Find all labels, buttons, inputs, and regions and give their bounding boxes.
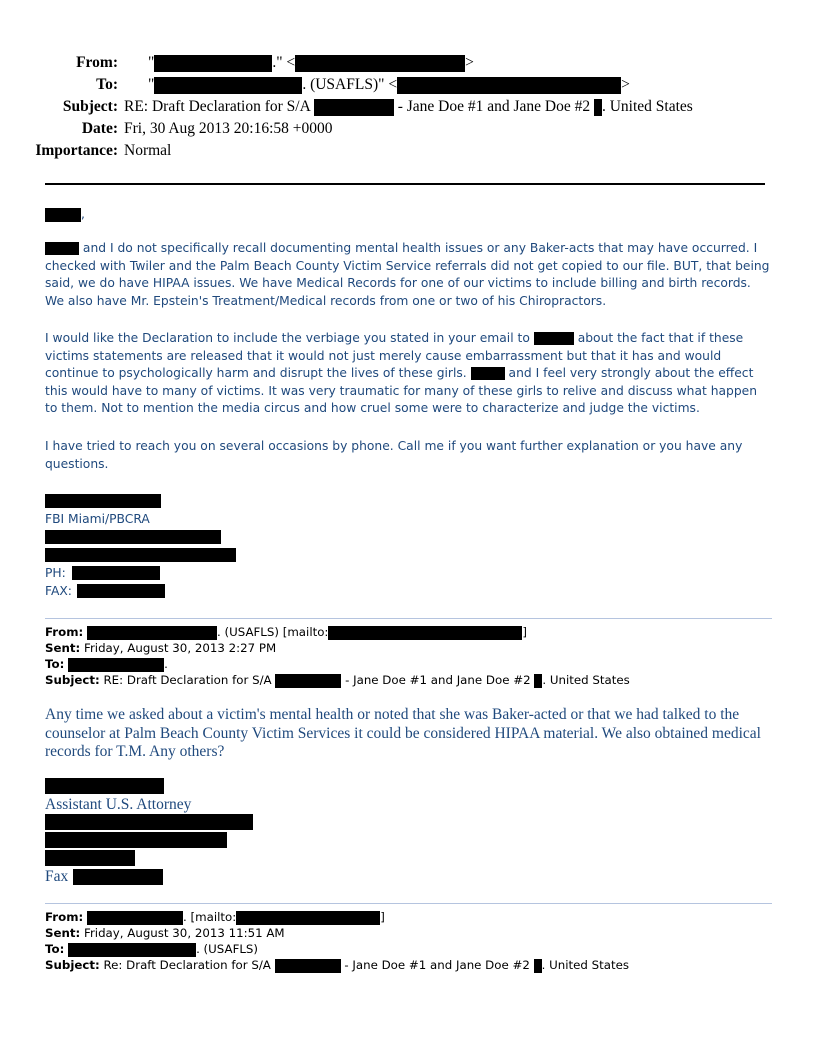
- message-separator: [45, 903, 772, 904]
- p1-text: and I do not specifically recall documenting mental health issues or any Baker-acts that may have occurred. I checked with Twiler and the Palm Beach County Victim Service referrals did not get copied to our file. BUT, that being said, we do have HIPAA issues. We have Medical Records for one of our victims to include billing and birth records. We also have Mr. Epstein's Treatment/Medical records from one or two of his Chiropractors.: [45, 241, 770, 308]
- from-label: From:: [76, 54, 118, 71]
- header-importance-row: [0, 140, 816, 162]
- email2-from-label: From:: [45, 625, 84, 639]
- redaction: [236, 911, 380, 925]
- signature-title: Assistant U.S. Attorney: [45, 796, 192, 813]
- email2-sent-row: [45, 640, 630, 656]
- email2-subject-pre: RE: Draft Declaration for S/A: [103, 673, 272, 687]
- p2a-text: I would like the Declaration to include the verbiage you stated in your email to: [45, 331, 534, 345]
- importance-value: Normal: [124, 142, 172, 159]
- email2-sent-label: Sent:: [45, 641, 81, 655]
- p2c-text: and I feel very strongly about the effect this would have to many of victims. It was very traumatic for many of these girls to relive and discuss what happen to them. Not to mention the media circus and how cruel some were to characterize and judge the victims.: [45, 366, 758, 416]
- email2-subject-label: Subject:: [45, 673, 100, 687]
- email3-subject-end: . United States: [541, 958, 630, 972]
- to-quote: ": [148, 76, 155, 93]
- signature-block: [45, 492, 305, 602]
- email3-from-label: From:: [45, 910, 84, 924]
- header-subject-row: [0, 96, 816, 118]
- date-label: Date:: [81, 120, 118, 137]
- email3-from-row: [45, 909, 629, 925]
- redaction: [45, 832, 227, 848]
- email2-subject-end: . United States: [542, 673, 630, 687]
- email3-from-mid: . [mailto:: [183, 910, 237, 924]
- subject-mid: - Jane Doe #1 and Jane Doe #2: [393, 98, 594, 115]
- email2-from-row: [45, 624, 630, 640]
- subject-pre: RE: Draft Declaration for S/A: [124, 98, 310, 115]
- from-quote: ": [148, 54, 155, 71]
- redaction: [594, 99, 602, 116]
- redaction: [45, 208, 81, 222]
- email2-subject-row: [45, 672, 630, 688]
- redaction: [87, 626, 217, 640]
- from-mid: ." <: [272, 54, 296, 71]
- email2-to-row: [45, 656, 630, 672]
- redaction: [397, 77, 621, 94]
- subject-end: . United States: [601, 98, 693, 115]
- subject-label: Subject:: [62, 98, 118, 115]
- email2-to-end: .: [164, 657, 168, 671]
- redaction: [45, 494, 161, 508]
- email3-to-label: To:: [45, 942, 65, 956]
- header-to-row: [0, 74, 816, 96]
- redaction: [45, 778, 164, 794]
- redaction: [314, 99, 394, 116]
- redaction: [328, 626, 522, 640]
- email3-from-end: ]: [380, 910, 385, 924]
- body-paragraph-3: I have tried to reach you on several occasions by phone. Call me if you want further explanation or you have any questions.: [45, 439, 743, 471]
- redaction: [87, 911, 183, 925]
- redaction: [275, 674, 341, 688]
- email3-subject-pre: Re: Draft Declaration for S/A: [103, 958, 271, 972]
- email3-subject-row: [45, 957, 629, 973]
- body-paragraph-1: [45, 240, 773, 310]
- header-from-row: [0, 52, 816, 74]
- email2-subject-mid: - Jane Doe #1 and Jane Doe #2: [341, 673, 535, 687]
- greeting: [45, 205, 85, 223]
- email3-sent-value: Friday, August 30, 2013 11:51 AM: [84, 926, 285, 940]
- redaction: [534, 959, 542, 973]
- email3-to-end: . (USAFLS): [196, 942, 259, 956]
- redaction: [534, 332, 574, 345]
- signature-org: FBI Miami/PBCRA: [45, 512, 150, 526]
- redaction: [471, 367, 505, 380]
- email3-sent-label: Sent:: [45, 926, 81, 940]
- redaction: [275, 959, 341, 973]
- body-paragraph-2: [45, 330, 773, 418]
- redaction: [77, 584, 165, 598]
- email2-body: Any time we asked about a victim's mental health or noted that she was Baker-acted or that we had talked to the counselor at Palm Beach County Victim Services it could be considered HIPAA material. We also obtained medical records for T.M. Any others?: [45, 706, 761, 760]
- greeting-suffix: ,: [81, 207, 85, 221]
- message-separator: [45, 618, 772, 619]
- email3-to-row: [45, 941, 629, 957]
- signature-phone-label: PH:: [45, 566, 66, 580]
- header-divider: [45, 183, 765, 185]
- date-value: Fri, 30 Aug 2013 20:16:58 +0000: [124, 120, 333, 137]
- header-date-row: [0, 118, 816, 140]
- redaction: [45, 850, 135, 866]
- email3-header: [45, 909, 629, 973]
- email2-sent-value: Friday, August 30, 2013 2:27 PM: [84, 641, 277, 655]
- to-value: [148, 74, 630, 96]
- email2-signature-block: [45, 776, 305, 888]
- redaction: [68, 943, 196, 957]
- p2b-text: about the fact that if these victims statements are released that it would not just merely cause embarrassment but that it has and would continue to psychologically harm and disrupt the lives of these girls.: [45, 331, 744, 381]
- email-header: [0, 52, 816, 172]
- redaction: [45, 242, 79, 255]
- redaction: [73, 869, 163, 885]
- redaction: [45, 548, 236, 562]
- email2-to-label: To:: [45, 657, 65, 671]
- signature-fax-label: FAX:: [45, 584, 72, 598]
- to-end: >: [621, 76, 630, 93]
- redaction: [154, 55, 272, 72]
- redaction: [295, 55, 465, 72]
- redaction: [45, 530, 221, 544]
- subject-value: [124, 96, 693, 118]
- importance-label: Importance:: [35, 142, 118, 159]
- email2-header: [45, 624, 630, 688]
- redaction: [72, 566, 160, 580]
- from-value: [148, 52, 474, 74]
- redaction: [68, 658, 164, 672]
- email2-from-mid: . (USAFLS) [mailto:: [217, 625, 329, 639]
- signature-fax-label: Fax: [45, 868, 69, 885]
- to-label: To:: [96, 76, 118, 93]
- email3-subject-label: Subject:: [45, 958, 100, 972]
- to-mid: . (USAFLS)" <: [302, 76, 398, 93]
- email2-from-end: ]: [522, 625, 528, 639]
- email3-sent-row: [45, 925, 629, 941]
- redaction: [45, 814, 253, 830]
- redaction: [154, 77, 302, 94]
- from-end: >: [465, 54, 474, 71]
- email3-subject-mid: - Jane Doe #1 and Jane Doe #2: [340, 958, 534, 972]
